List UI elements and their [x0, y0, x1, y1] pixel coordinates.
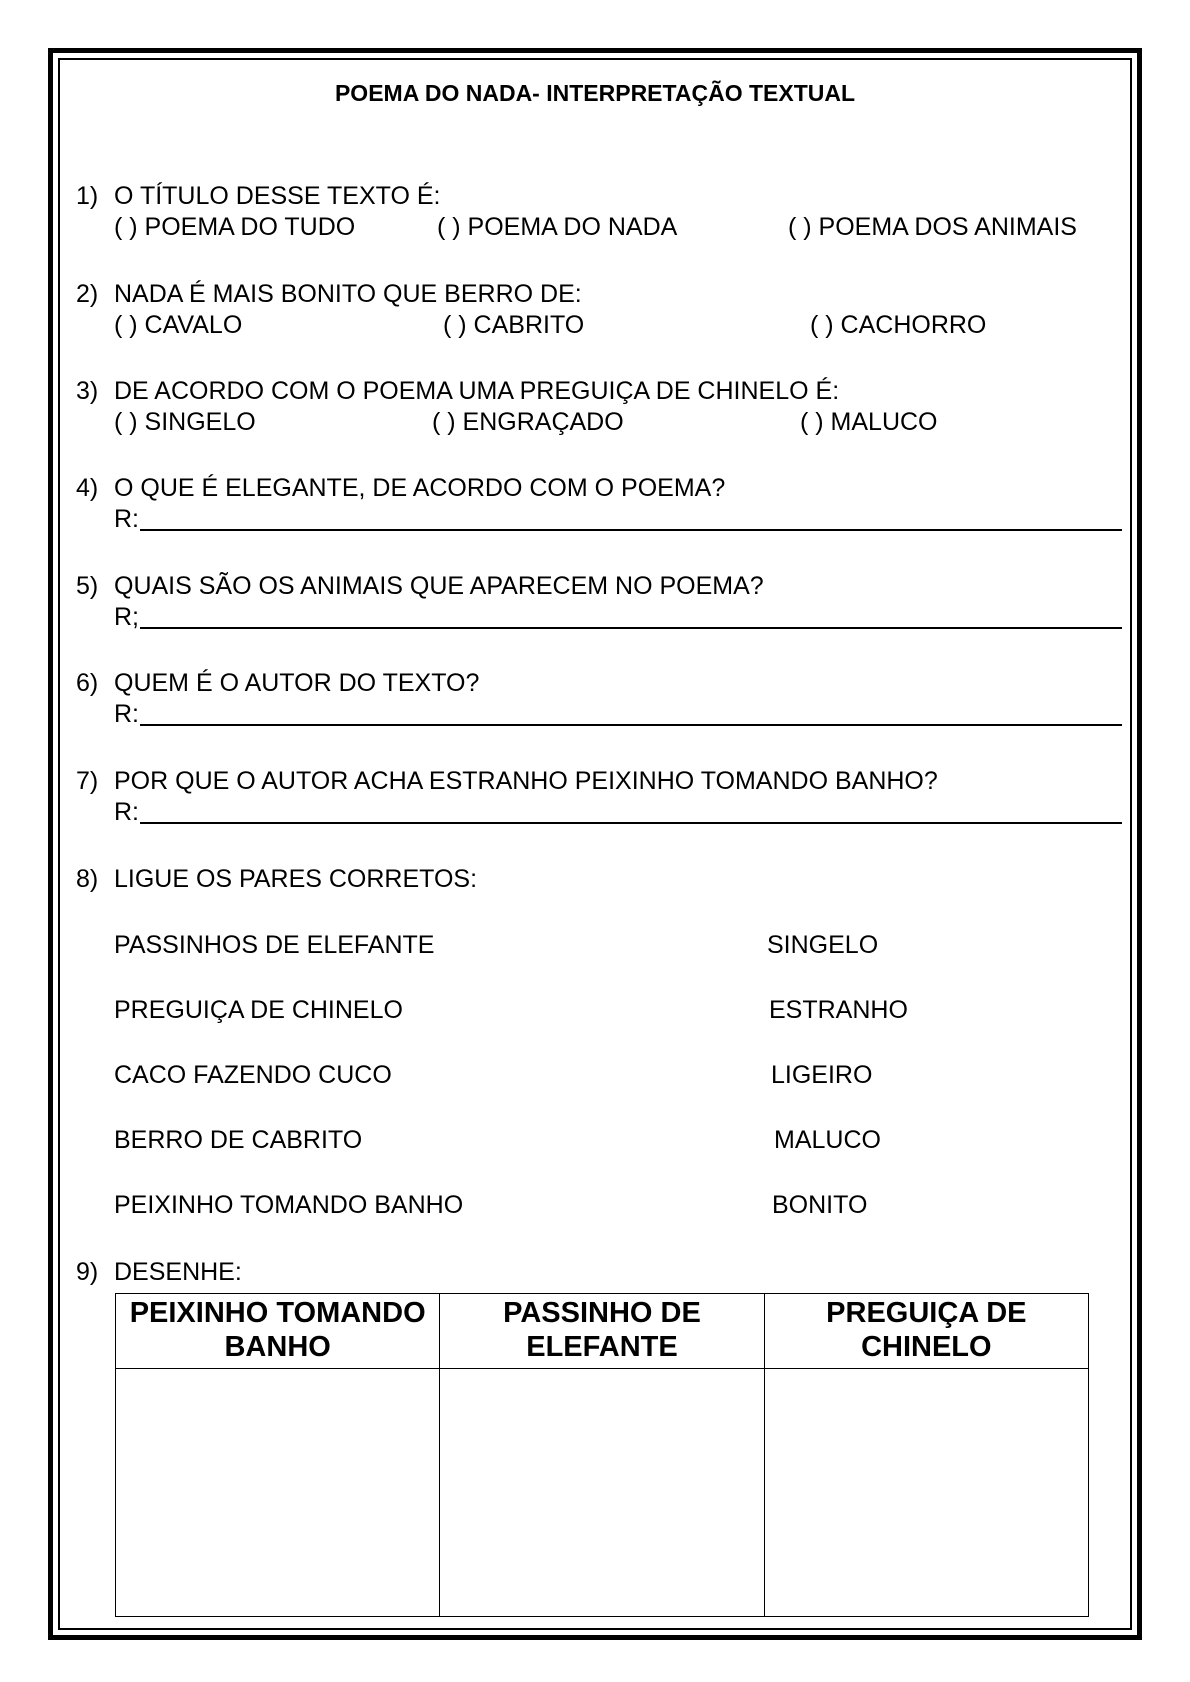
question-4-answer[interactable] [114, 503, 1122, 535]
match-right-item[interactable]: MALUCO [774, 1126, 881, 1154]
match-left-item[interactable]: BERRO DE CABRITO [114, 1126, 363, 1154]
match-left-item[interactable]: PREGUIÇA DE CHINELO [114, 996, 403, 1024]
question-2-option-1[interactable]: ( ) CAVALO [114, 311, 243, 339]
drawing-header-passinho [440, 1294, 764, 1369]
answer-line[interactable] [140, 603, 1122, 629]
question-3-option-3[interactable]: ( ) MALUCO [800, 408, 938, 436]
header-line: BANHO [224, 1331, 331, 1363]
header-line: ELEFANTE [526, 1331, 678, 1363]
question-3-number: 3) [76, 377, 99, 405]
question-7-answer[interactable] [114, 796, 1122, 828]
question-1-text: O TÍTULO DESSE TEXTO É: [114, 182, 441, 210]
question-8-text: LIGUE OS PARES CORRETOS: [114, 865, 478, 893]
drawing-table [115, 1293, 1089, 1617]
question-8-number: 8) [76, 865, 99, 893]
question-4-number: 4) [76, 474, 99, 502]
header-line: PEIXINHO TOMANDO [129, 1297, 426, 1329]
match-right-item[interactable]: SINGELO [767, 931, 879, 959]
question-6-text: QUEM É O AUTOR DO TEXTO? [114, 669, 480, 697]
answer-line[interactable] [140, 700, 1122, 726]
question-2-option-2[interactable]: ( ) CABRITO [443, 311, 585, 339]
answer-label: R: [114, 505, 139, 533]
question-4-text: O QUE É ELEGANTE, DE ACORDO COM O POEMA? [114, 474, 726, 502]
answer-label: R: [114, 700, 139, 728]
answer-label: R; [114, 603, 139, 631]
question-6-number: 6) [76, 669, 99, 697]
question-2-option-3[interactable]: ( ) CACHORRO [810, 311, 987, 339]
question-1-option-1[interactable]: ( ) POEMA DO TUDO [114, 213, 356, 241]
drawing-header-peixinho [116, 1294, 440, 1369]
question-2-number: 2) [76, 280, 99, 308]
drawing-area-peixinho[interactable] [116, 1369, 440, 1617]
question-5-text: QUAIS SÃO OS ANIMAIS QUE APARECEM NO POEMA? [114, 572, 764, 600]
question-5-answer[interactable] [114, 601, 1122, 633]
question-7-number: 7) [76, 767, 99, 795]
match-left-item[interactable]: PEIXINHO TOMANDO BANHO [114, 1191, 464, 1219]
match-right-item[interactable]: BONITO [772, 1191, 868, 1219]
page-title: POEMA DO NADA- INTERPRETAÇÃO TEXTUAL [334, 80, 856, 106]
question-1-option-3[interactable]: ( ) POEMA DOS ANIMAIS [788, 213, 1077, 241]
question-3-option-2[interactable]: ( ) ENGRAÇADO [432, 408, 624, 436]
match-right-item[interactable]: LIGEIRO [771, 1061, 873, 1089]
drawing-area-passinho[interactable] [440, 1369, 764, 1617]
header-line: PASSINHO DE [503, 1297, 701, 1329]
question-6-answer[interactable] [114, 698, 1122, 730]
question-5-number: 5) [76, 572, 99, 600]
match-left-item[interactable]: PASSINHOS DE ELEFANTE [114, 931, 435, 959]
answer-line[interactable] [140, 505, 1122, 531]
answer-line[interactable] [140, 798, 1122, 824]
header-line: PREGUIÇA DE [826, 1297, 1027, 1329]
question-1-option-2[interactable]: ( ) POEMA DO NADA [437, 213, 678, 241]
question-9-number: 9) [76, 1258, 99, 1286]
question-7-text: POR QUE O AUTOR ACHA ESTRANHO PEIXINHO TOMANDO BANHO? [114, 767, 938, 795]
question-2-text: NADA É MAIS BONITO QUE BERRO DE: [114, 280, 582, 308]
drawing-header-preguica [764, 1294, 1088, 1369]
drawing-area-preguica[interactable] [764, 1369, 1088, 1617]
answer-label: R: [114, 798, 139, 826]
header-line: CHINELO [861, 1331, 992, 1363]
match-right-item[interactable]: ESTRANHO [769, 996, 908, 1024]
question-3-text: DE ACORDO COM O POEMA UMA PREGUIÇA DE CHINELO É: [114, 377, 840, 405]
question-3-option-1[interactable]: ( ) SINGELO [114, 408, 256, 436]
match-left-item[interactable]: CACO FAZENDO CUCO [114, 1061, 392, 1089]
question-1-number: 1) [76, 182, 99, 210]
question-9-text: DESENHE: [114, 1258, 242, 1286]
